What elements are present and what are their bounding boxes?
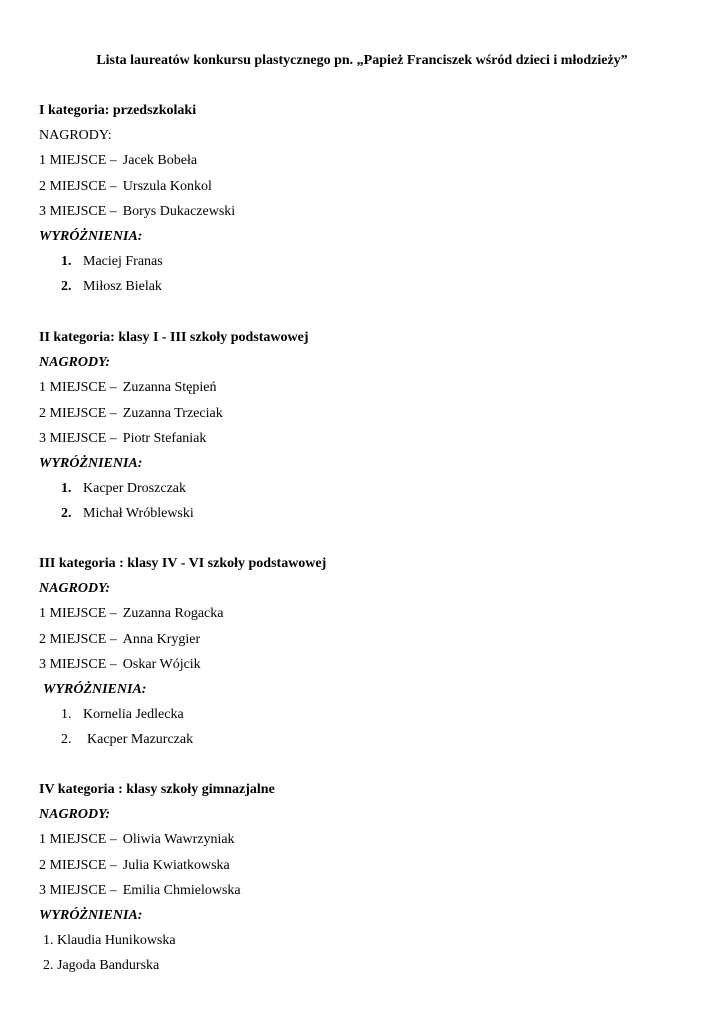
place-winner: Zuzanna Stępień	[122, 380, 217, 396]
place-label: 2 MIEJSCE –	[39, 631, 117, 647]
honor-number: 1.	[43, 933, 54, 949]
awards-label: NAGRODY:	[39, 807, 111, 823]
place-label: 3 MIEJSCE –	[39, 656, 117, 672]
honor-number: 2.	[61, 279, 72, 295]
place-winner: Zuzanna Trzeciak	[122, 405, 223, 421]
honor-item	[39, 706, 699, 731]
honor-number: 2.	[61, 732, 72, 748]
honor-name: Maciej Franas	[83, 254, 163, 270]
honor-name: Kacper Droszczak	[83, 481, 186, 497]
place-label: 1 MIEJSCE –	[39, 380, 117, 396]
awards-label: NAGRODY:	[39, 581, 111, 597]
awards-label: NAGRODY:	[39, 128, 112, 144]
place-row	[39, 203, 699, 228]
category-heading: II kategoria: klasy I - III szkoły podstawowej	[39, 330, 309, 345]
place-label: 2 MIEJSCE –	[39, 405, 117, 421]
honor-item	[39, 253, 699, 278]
place-winner: Julia Kwiatkowska	[122, 857, 230, 873]
honor-item	[39, 957, 699, 982]
category-heading: I kategoria: przedszkolaki	[39, 103, 197, 118]
honors-label: WYRÓŻNIENIA:	[39, 455, 143, 471]
place-label: 2 MIEJSCE –	[39, 857, 117, 873]
category-heading: III kategoria : klasy IV - VI szkoły podstawowej	[39, 556, 327, 571]
honor-number: 1.	[61, 481, 72, 497]
honor-number: 1.	[61, 254, 72, 270]
place-row	[39, 405, 699, 430]
category-heading: IV kategoria : klasy szkoły gimnazjalne	[39, 782, 275, 797]
place-row	[39, 379, 699, 404]
place-winner: Borys Dukaczewski	[122, 203, 236, 219]
place-row	[39, 631, 699, 656]
honor-name: Jagoda Bandurska	[57, 958, 160, 974]
category-section-4	[39, 781, 699, 983]
place-winner: Zuzanna Rogacka	[122, 606, 224, 622]
place-label: 3 MIEJSCE –	[39, 430, 117, 446]
honors-label: WYRÓŻNIENIA:	[39, 228, 143, 244]
place-label: 1 MIEJSCE –	[39, 832, 117, 848]
place-label: 1 MIEJSCE –	[39, 153, 117, 169]
place-label: 3 MIEJSCE –	[39, 203, 117, 219]
honor-item	[39, 731, 699, 756]
place-row	[39, 178, 699, 203]
place-row	[39, 152, 699, 177]
awards-label: NAGRODY:	[39, 355, 111, 371]
place-winner: Urszula Konkol	[122, 178, 212, 194]
honor-name: Michał Wróblewski	[83, 506, 194, 522]
honors-label: WYRÓŻNIENIA:	[39, 907, 143, 923]
place-winner: Oliwia Wawrzyniak	[122, 832, 235, 848]
honor-name: Miłosz Bielak	[83, 279, 162, 295]
honor-name: Kacper Mazurczak	[87, 732, 194, 748]
honor-item	[39, 480, 699, 505]
document-title: Lista laureatów konkursu plastycznego pn. „Papież Franciszek wśród dzieci i młodzieży”	[96, 53, 628, 68]
place-row	[39, 857, 699, 882]
honor-item	[39, 932, 699, 957]
honor-number: 2.	[61, 506, 72, 522]
place-label: 1 MIEJSCE –	[39, 606, 117, 622]
place-winner: Anna Krygier	[122, 631, 201, 647]
honor-item	[39, 278, 699, 303]
place-winner: Jacek Bobeła	[122, 153, 198, 169]
place-label: 3 MIEJSCE –	[39, 882, 117, 898]
honor-number: 1.	[61, 707, 72, 723]
category-section-2	[39, 329, 699, 531]
category-section-3	[39, 555, 699, 757]
honor-name: Klaudia Hunikowska	[57, 933, 176, 949]
place-row	[39, 831, 699, 856]
honor-number: 2.	[43, 958, 54, 974]
honors-label: WYRÓŻNIENIA:	[43, 681, 147, 697]
place-winner: Oskar Wójcik	[122, 656, 201, 672]
honor-name: Kornelia Jedlecka	[83, 707, 184, 723]
category-section-1	[39, 102, 699, 304]
place-winner: Emilia Chmielowska	[122, 882, 241, 898]
place-row	[39, 882, 699, 907]
honor-item	[39, 505, 699, 530]
place-label: 2 MIEJSCE –	[39, 178, 117, 194]
place-row	[39, 430, 699, 455]
place-row	[39, 656, 699, 681]
place-winner: Piotr Stefaniak	[122, 430, 207, 446]
place-row	[39, 605, 699, 630]
